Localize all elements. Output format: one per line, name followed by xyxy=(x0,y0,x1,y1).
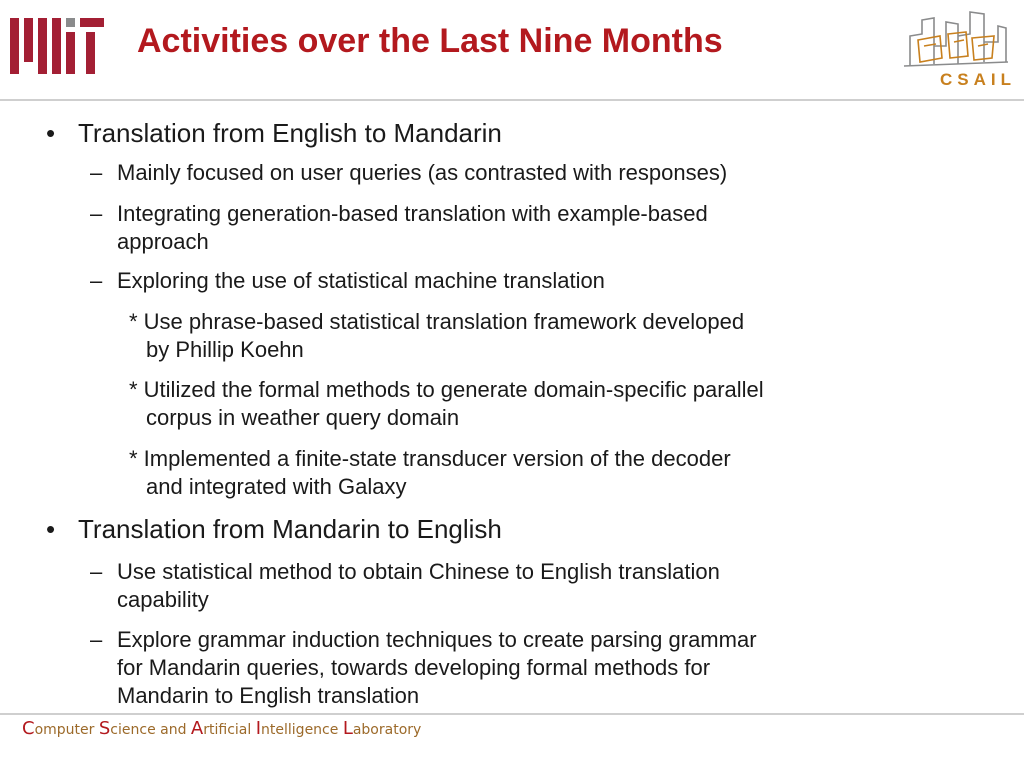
sub-item-line: approach xyxy=(117,229,209,254)
sub-item-line: Use statistical method to obtain Chinese to English translation xyxy=(117,559,720,584)
footer-initial: L xyxy=(342,718,353,739)
footer-lab-name xyxy=(22,718,421,739)
dash-marker: – xyxy=(90,201,103,226)
sub-item-line: Explore grammar induction techniques to create parsing grammar xyxy=(117,627,757,652)
note-line: * Utilized the formal methods to generate domain-specific parallel xyxy=(129,377,764,402)
note-line: * Implemented a finite-state transducer version of the decoder xyxy=(129,446,731,471)
footer-word: cience and xyxy=(110,722,191,738)
sub-item-line: for Mandarin queries, towards developing formal methods for xyxy=(117,655,711,680)
mit-logo-icon xyxy=(8,18,104,74)
csail-wordmark: CSAIL xyxy=(940,70,1016,89)
header-divider xyxy=(0,99,1024,101)
sub-item-line: Mandarin to English translation xyxy=(117,683,420,708)
dash-marker: – xyxy=(90,268,103,293)
note-line: and integrated with Galaxy xyxy=(146,474,407,499)
bullet-marker: • xyxy=(46,514,56,544)
footer-divider xyxy=(0,713,1024,715)
bullet-marker: • xyxy=(46,118,56,148)
footer-initial: I xyxy=(255,718,262,739)
note-line: by Phillip Koehn xyxy=(146,337,304,362)
sub-item: Mainly focused on user queries (as contrasted with responses) xyxy=(117,160,728,185)
sub-item-line: Integrating generation-based translation with example-based xyxy=(117,201,708,226)
footer-word: ntelligence xyxy=(261,722,343,738)
dash-marker: – xyxy=(90,160,103,185)
footer-word: rtificial xyxy=(203,722,256,738)
sub-item-line: capability xyxy=(117,587,209,612)
footer-initial: S xyxy=(98,718,111,739)
footer-initial: A xyxy=(190,718,204,739)
bullet-item: Translation from Mandarin to English xyxy=(78,514,502,544)
page-title: Activities over the Last Nine Months xyxy=(137,22,723,60)
bullet-item: Translation from English to Mandarin xyxy=(78,118,502,148)
note-line: corpus in weather query domain xyxy=(146,405,460,430)
dash-marker: – xyxy=(90,559,103,584)
sub-item: Exploring the use of statistical machine translation xyxy=(117,268,605,293)
note-line: * Use phrase-based statistical translation framework developed xyxy=(129,309,745,334)
footer-initial: C xyxy=(22,718,35,739)
dash-marker: – xyxy=(90,627,103,652)
footer-word: aboratory xyxy=(352,722,422,738)
footer-word: omputer xyxy=(34,722,99,738)
